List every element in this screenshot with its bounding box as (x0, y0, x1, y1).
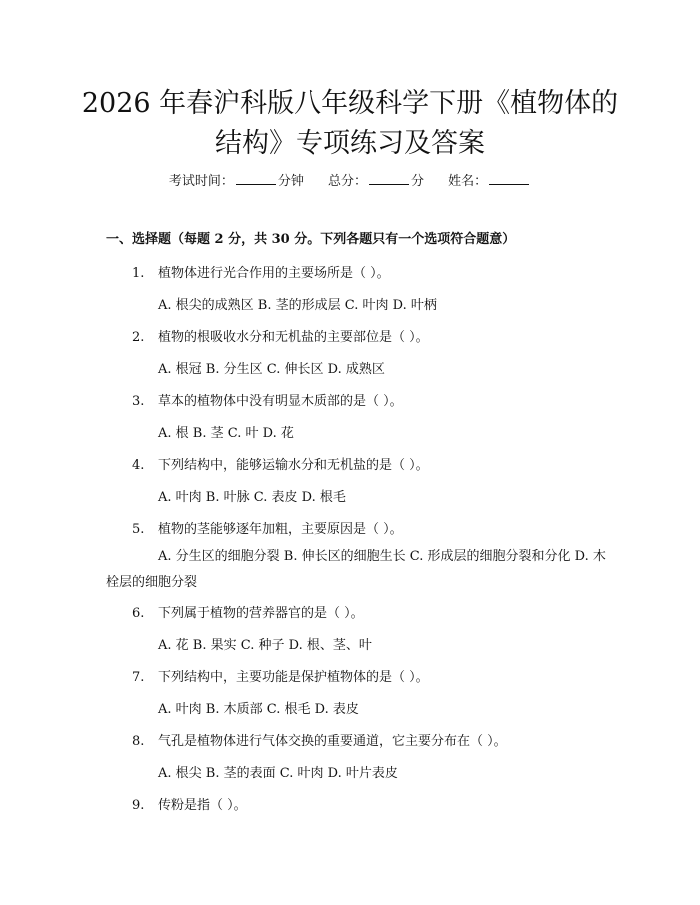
question-item (132, 602, 364, 621)
title-line-1: 2026 年春沪科版八年级科学下册《植物体的 (81, 88, 619, 119)
question-number: 2. (132, 330, 145, 345)
question-item (132, 730, 507, 749)
page-title (80, 84, 620, 164)
question-item (132, 794, 247, 813)
exam-time-unit: 分钟 (277, 174, 304, 189)
question-number: 4. (132, 458, 145, 473)
question-item (132, 454, 429, 473)
name-label: 姓名： (448, 174, 488, 189)
question-item (132, 518, 403, 537)
question-item (132, 390, 403, 409)
total-score-blank (369, 173, 409, 185)
question-item (132, 666, 429, 685)
name-blank (489, 173, 529, 185)
question-number: 5. (132, 522, 145, 537)
question-options: A. 根 B. 茎 C. 叶 D. 花 (158, 426, 294, 441)
question-text: 下列结构中，主要功能是保护植物体的是（ ）。 (158, 670, 429, 685)
question-number: 9. (132, 798, 145, 813)
question-number: 8. (132, 734, 145, 749)
total-score-field (328, 170, 424, 189)
total-score-label: 总分： (327, 174, 367, 189)
question-text: 植物的根吸收水分和无机盐的主要部位是（ ）。 (158, 330, 429, 345)
question-options: A. 根尖的成熟区 B. 茎的形成层 C. 叶肉 D. 叶柄 (158, 298, 437, 313)
question-options: A. 分生区的细胞分裂 B. 伸长区的细胞生长 C. 形成层的细胞分裂和分化 D. 木栓层的细胞分裂 (106, 549, 606, 590)
question-number: 6. (132, 606, 145, 621)
exam-info-bar (0, 170, 700, 189)
question-number: 7. (132, 670, 145, 685)
question-options: A. 根尖 B. 茎的表面 C. 叶肉 D. 叶片表皮 (158, 766, 398, 781)
question-text: 下列属于植物的营养器官的是（ ）。 (158, 606, 364, 621)
question-item (132, 326, 429, 345)
question-text: 草本的植物体中没有明显木质部的是（ ）。 (158, 394, 403, 409)
question-options: A. 花 B. 果实 C. 种子 D. 根、茎、叶 (158, 638, 372, 653)
question-number: 1. (132, 266, 145, 281)
question-options: A. 叶肉 B. 木质部 C. 根毛 D. 表皮 (158, 702, 359, 717)
question-text: 下列结构中，能够运输水分和无机盐的是（ ）。 (158, 458, 429, 473)
question-options: A. 叶肉 B. 叶脉 C. 表皮 D. 根毛 (158, 490, 346, 505)
name-field (448, 170, 531, 189)
exam-time-label: 考试时间： (168, 174, 234, 189)
question-text: 传粉是指（ ）。 (158, 798, 247, 813)
question-text: 植物体进行光合作用的主要场所是（ ）。 (158, 266, 390, 281)
exam-time-blank (236, 173, 276, 185)
question-text: 植物的茎能够逐年加粗，主要原因是（ ）。 (158, 522, 403, 537)
total-score-unit: 分 (411, 174, 425, 189)
question-text: 气孔是植物体进行气体交换的重要通道，它主要分布在（ ）。 (158, 734, 507, 749)
question-item (132, 262, 390, 281)
question-number: 3. (132, 394, 145, 409)
title-line-2: 结构》专项练习及答案 (215, 128, 485, 159)
question-options: A. 根冠 B. 分生区 C. 伸长区 D. 成熟区 (158, 362, 385, 377)
exam-time-field (169, 170, 304, 189)
section-heading-multiple-choice: 一、选择题（每题 2 分，共 30 分。下列各题只有一个选项符合题意） (106, 232, 516, 247)
